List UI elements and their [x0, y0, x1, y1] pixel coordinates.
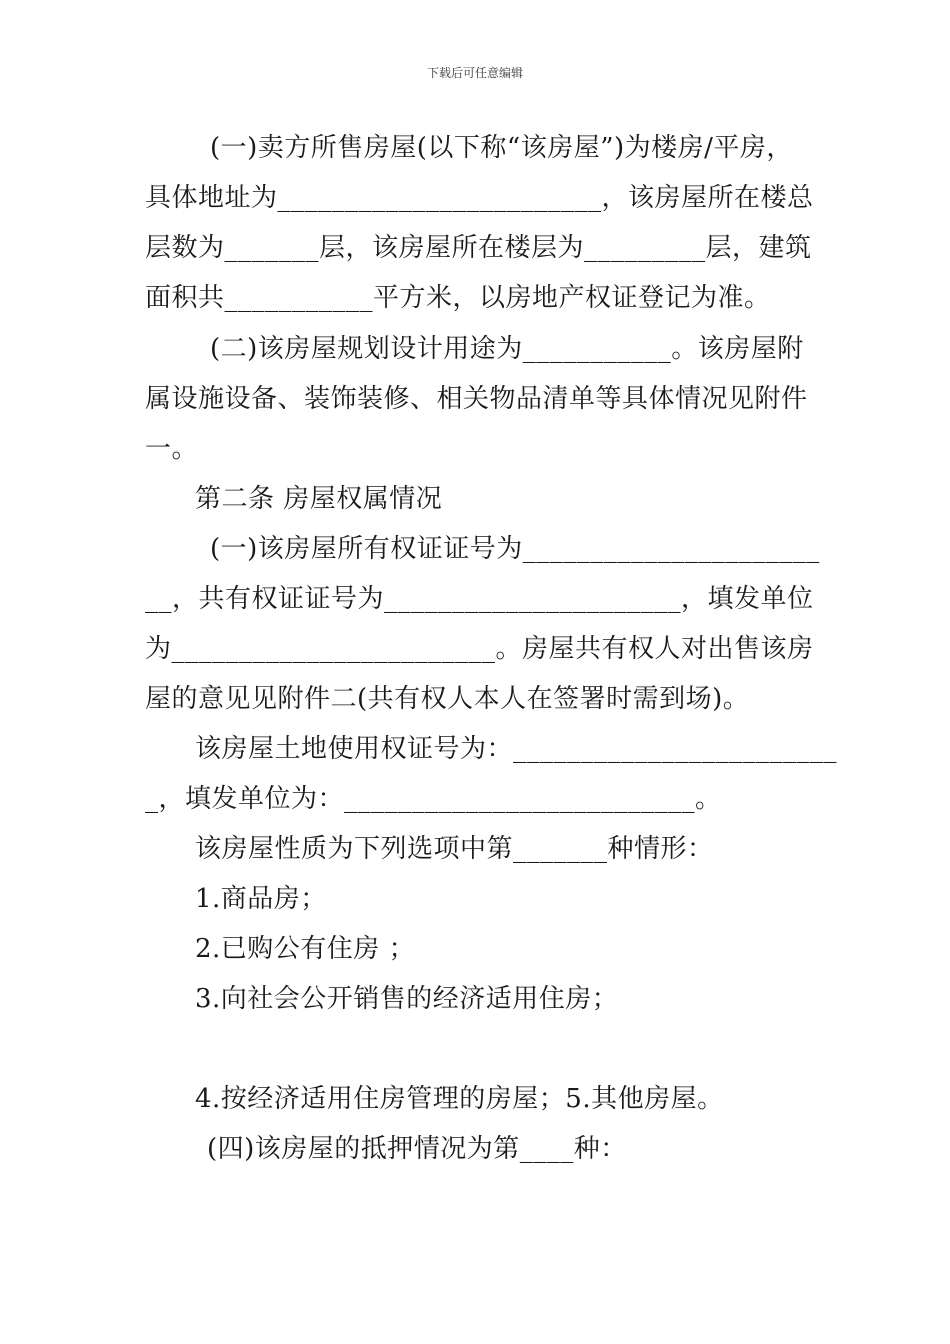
paragraph-line: (一)该房屋所有权证证号为______________________ [210, 534, 820, 564]
paragraph-line: 层数为_______层，该房屋所在楼层为_________层，建筑 [145, 233, 812, 263]
paragraph-line: _，填发单位为：__________________________。 [145, 784, 722, 814]
paragraph-line: 为________________________。房屋共有权人对出售该房 [145, 634, 814, 664]
paragraph-line: (四)该房屋的抵押情况为第____种： [207, 1134, 627, 1164]
paragraph-line: __，共有权证证号为______________________，填发单位 [145, 584, 814, 614]
paragraph-line: 面积共___________平方米，以房地产权证登记为准。 [145, 283, 771, 313]
paragraph-line: (二)该房屋规划设计用途为___________。该房屋附 [210, 334, 804, 364]
paragraph-line: 属设施设备、装饰装修、相关物品清单等具体情况见附件 [145, 384, 808, 414]
paragraph-line: 一。 [145, 434, 199, 464]
paragraph-line: (一)卖方所售房屋(以下称“该房屋”)为楼房/平房， [210, 133, 793, 163]
section-heading: 第二条 房屋权属情况 [195, 484, 443, 514]
paragraph-line: 具体地址为________________________，该房屋所在楼总 [145, 183, 814, 213]
paragraph-line: 屋的意见见附件二(共有权人本人在签署时需到场)。 [145, 684, 750, 714]
paragraph-line: 该房屋土地使用权证号为：________________________ [195, 734, 838, 764]
list-item: 1.商品房； [195, 884, 327, 914]
list-item: 3.向社会公开销售的经济适用住房； [195, 984, 619, 1014]
page-header-note: 下载后可任意编辑 [426, 66, 523, 80]
list-item: 4.按经济适用住房管理的房屋；5.其他房屋。 [195, 1084, 724, 1114]
paragraph-line: 该房屋性质为下列选项中第_______种情形： [195, 834, 714, 864]
list-item: 2.已购公有住房 ； [195, 934, 416, 964]
